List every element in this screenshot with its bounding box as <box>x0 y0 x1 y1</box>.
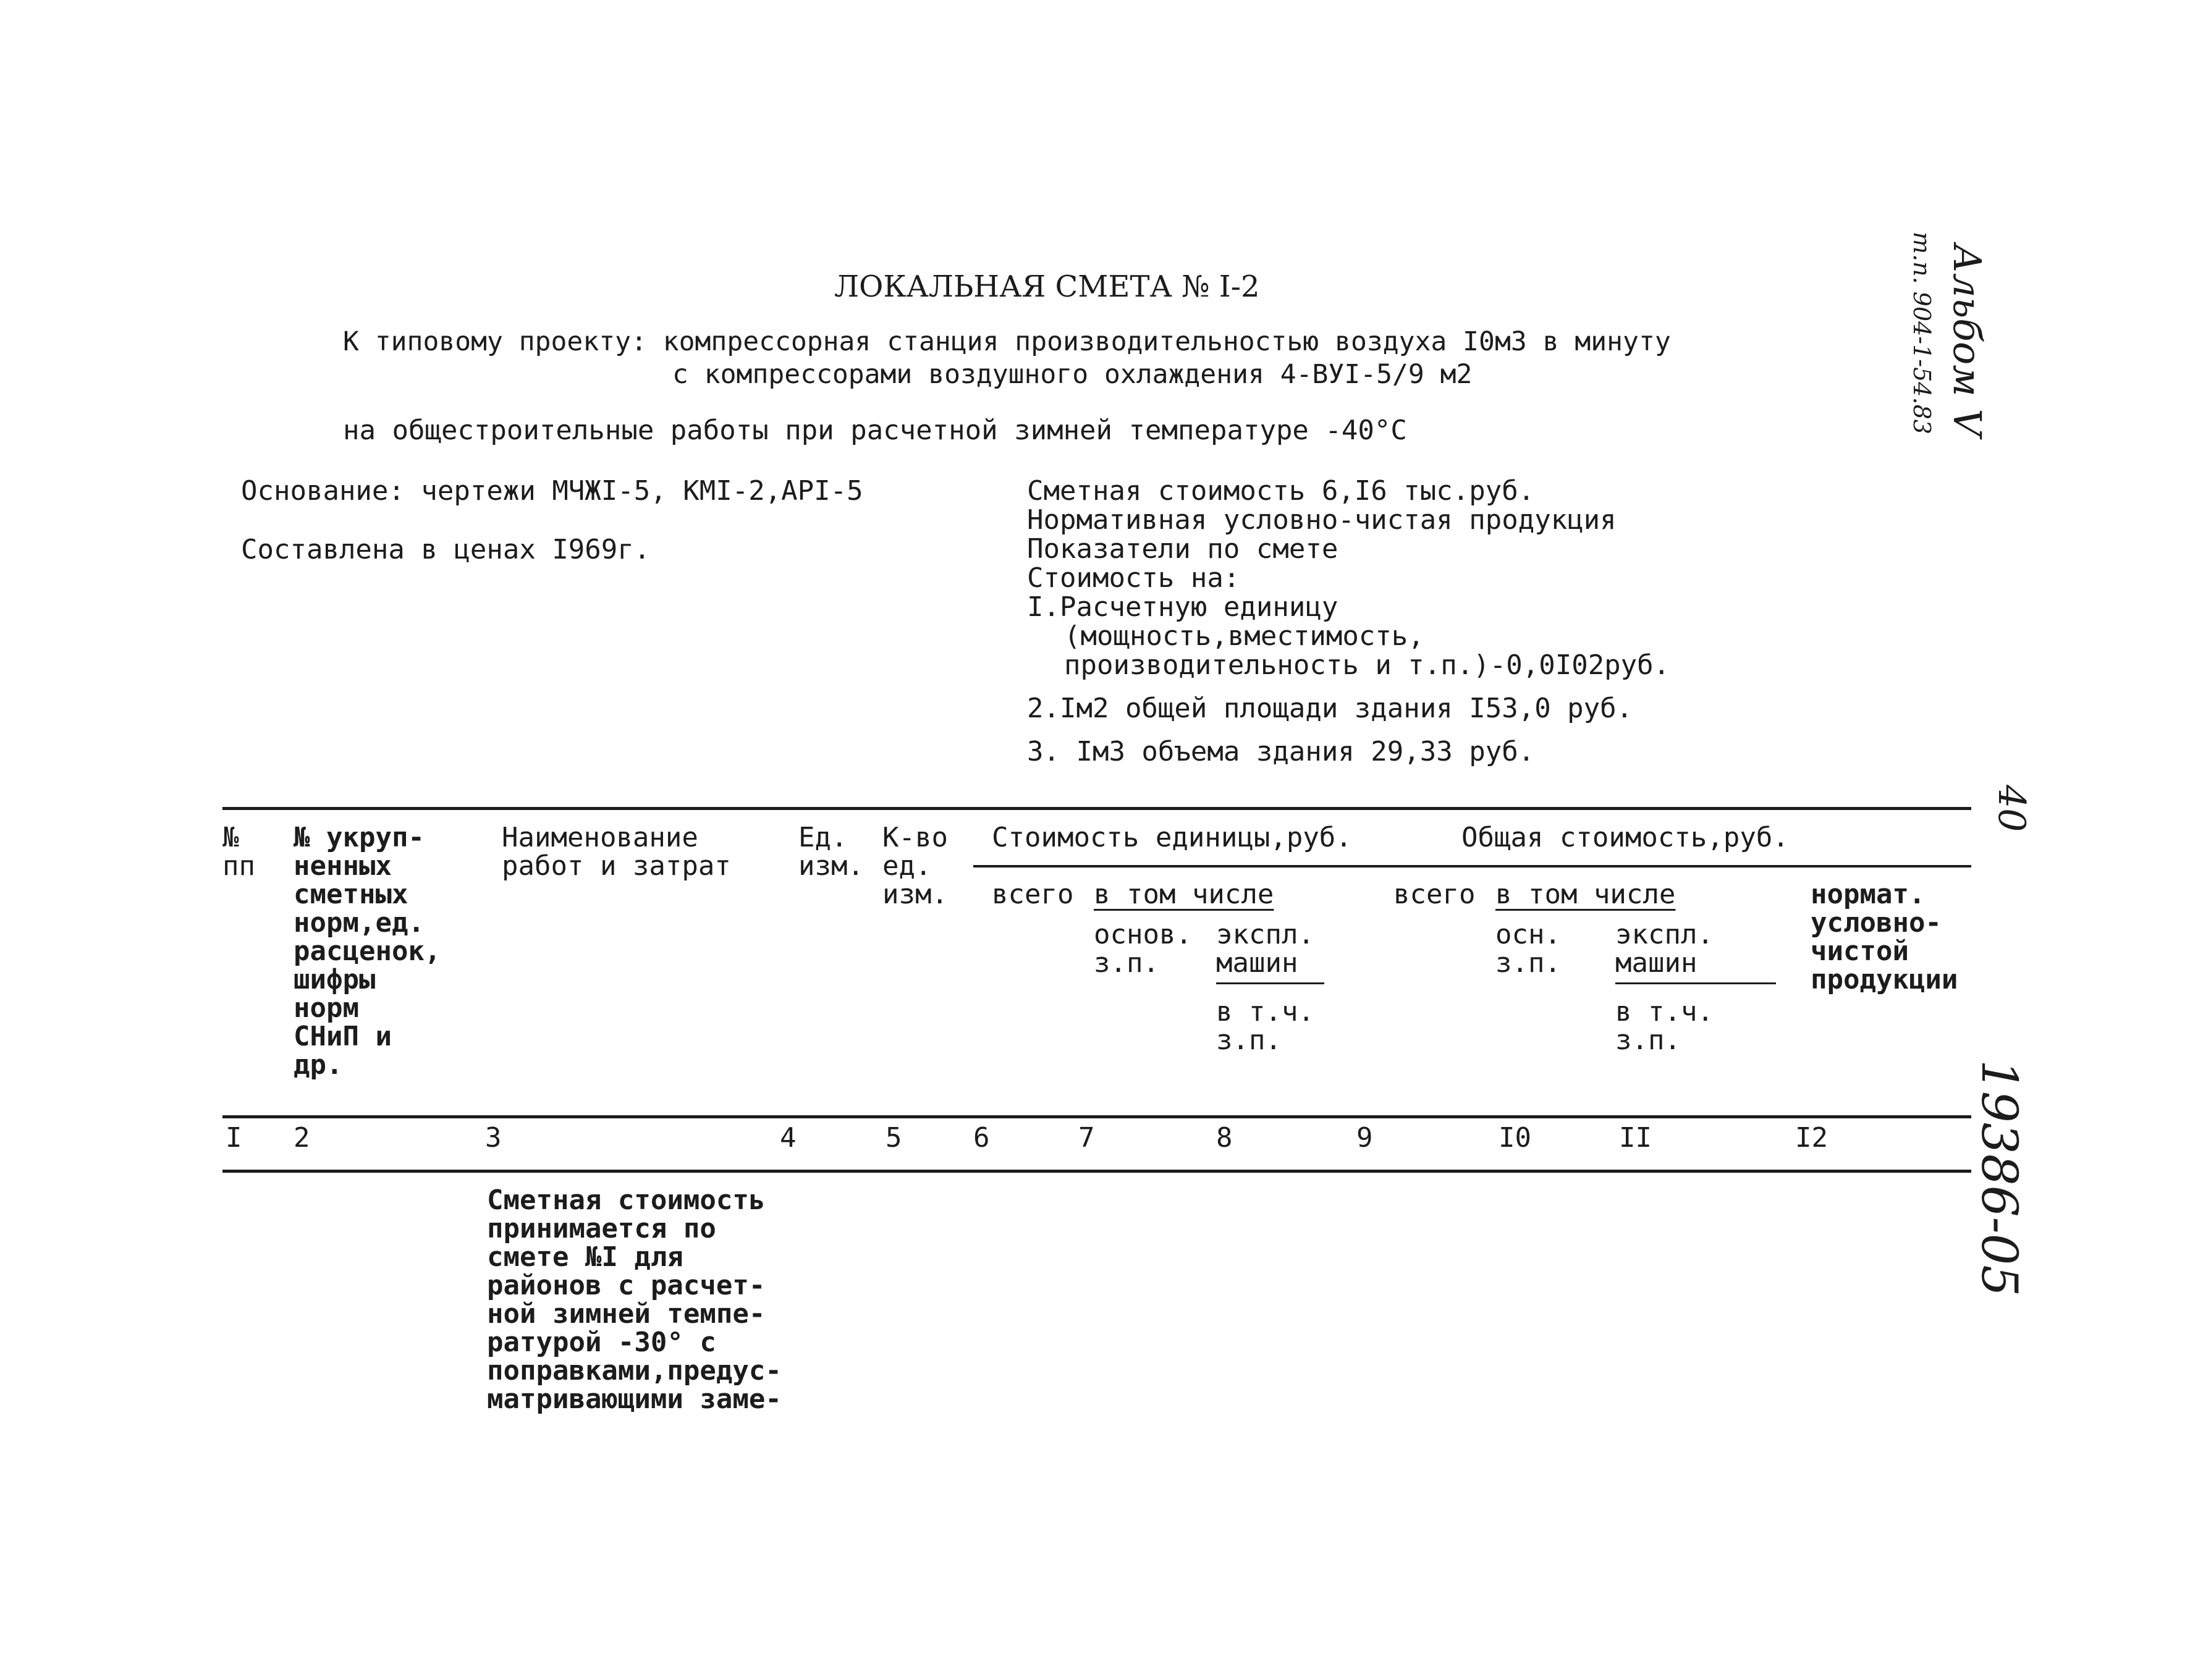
margin-album: Альбом V <box>1945 244 1990 437</box>
header-machines-total: экспл. машин <box>1615 919 1714 979</box>
header-norms: № укруп- ненных сметных норм,ед. расценок, шифры норм СНиП и др. <box>294 822 441 1081</box>
header-total-incl: в том числе <box>1495 879 1676 910</box>
summary-item1-c: производительность и т.п.)-0,0I02руб. <box>1064 649 1670 681</box>
header-total-total: всего <box>1393 879 1476 910</box>
colnum-11: II <box>1619 1122 1652 1154</box>
scope-line: на общестроительные работы при расчетной зимней температуре -40°С <box>343 415 1407 446</box>
margin-code: 19386-05 <box>1971 1060 2028 1297</box>
header-normative-product: нормат. условно- чистой продукции <box>1811 879 1958 995</box>
summary-item3: 3. Iм3 объема здания 29,33 руб. <box>1027 736 1535 767</box>
summary-item1-b: (мощность,вместимость, <box>1064 620 1424 652</box>
colnum-4: 4 <box>780 1122 797 1154</box>
header-unit: Ед. изм. <box>798 822 864 882</box>
summary-normative: Нормативная условно-чистая продукция <box>1027 504 1617 536</box>
header-qty: К-во ед. изм. <box>882 822 948 910</box>
unit-cost-rule <box>973 865 1971 867</box>
header-num: № пп <box>222 822 255 882</box>
summary-item1-a: I.Расчетную единицу <box>1027 591 1338 623</box>
table-row-text: Сметная стоимость принимается по смете №I для районов с расчет- ной зимней темпе- ратурой -30° с поправками,предус- матривающими заме- <box>487 1184 782 1415</box>
summary-indicators: Показатели по смете <box>1027 533 1338 565</box>
colnum-12: I2 <box>1795 1122 1828 1154</box>
colnum-bottom-rule <box>222 1170 1971 1173</box>
header-total-cost: Общая стоимость,руб. <box>1461 822 1789 853</box>
colnum-5: 5 <box>886 1122 902 1154</box>
table-top-rule <box>222 807 1971 810</box>
project-line-2: с компрессорами воздушного охлаждения 4-ВУI-5/9 м2 <box>672 359 1473 390</box>
summary-item2: 2.Iм2 общей площади здания I53,0 руб. <box>1027 693 1633 724</box>
colnum-3: 3 <box>485 1122 502 1154</box>
header-base-wage-total: осн. з.п. <box>1495 919 1561 979</box>
header-unit-incl: в том числе <box>1094 879 1274 910</box>
header-machines-unit: экспл. машин <box>1216 919 1314 979</box>
machines-rule-total <box>1615 982 1776 984</box>
summary-cost-on: Стоимость на: <box>1027 562 1240 594</box>
colnum-6: 6 <box>973 1122 990 1154</box>
margin-page: 40 <box>1990 785 2033 832</box>
header-incl-wage-unit: в т.ч. з.п. <box>1216 996 1314 1056</box>
project-line-1: К типовому проекту: компрессорная станция производительностью воздуха I0м3 в минуту <box>343 326 1671 357</box>
document-title: ЛОКАЛЬНАЯ СМЕТА № I-2 <box>834 269 1260 304</box>
colnum-1: I <box>226 1122 242 1154</box>
header-base-wage: основ. з.п. <box>1094 919 1192 979</box>
prices-line: Составлена в ценах I969г. <box>241 534 651 565</box>
colnum-8: 8 <box>1216 1122 1233 1154</box>
header-name: Наименование работ и затрат <box>502 822 731 882</box>
header-incl-wage-total: в т.ч. з.п. <box>1615 996 1714 1056</box>
machines-rule-unit <box>1216 982 1324 984</box>
header-unit-cost: Стоимость единицы,руб. <box>992 822 1352 853</box>
header-bottom-rule <box>222 1115 1971 1118</box>
summary-cost: Сметная стоимость 6,I6 тыс.руб. <box>1027 475 1535 507</box>
colnum-2: 2 <box>294 1122 310 1154</box>
margin-tp: т.п. 904-1-54.83 <box>1908 232 1935 434</box>
colnum-9: 9 <box>1356 1122 1373 1154</box>
basis-line: Основание: чертежи МЧЖI-5, КМI-2,АРI-5 <box>241 475 863 507</box>
header-unit-total: всего <box>992 879 1074 910</box>
colnum-7: 7 <box>1078 1122 1095 1154</box>
colnum-10: I0 <box>1499 1122 1531 1154</box>
